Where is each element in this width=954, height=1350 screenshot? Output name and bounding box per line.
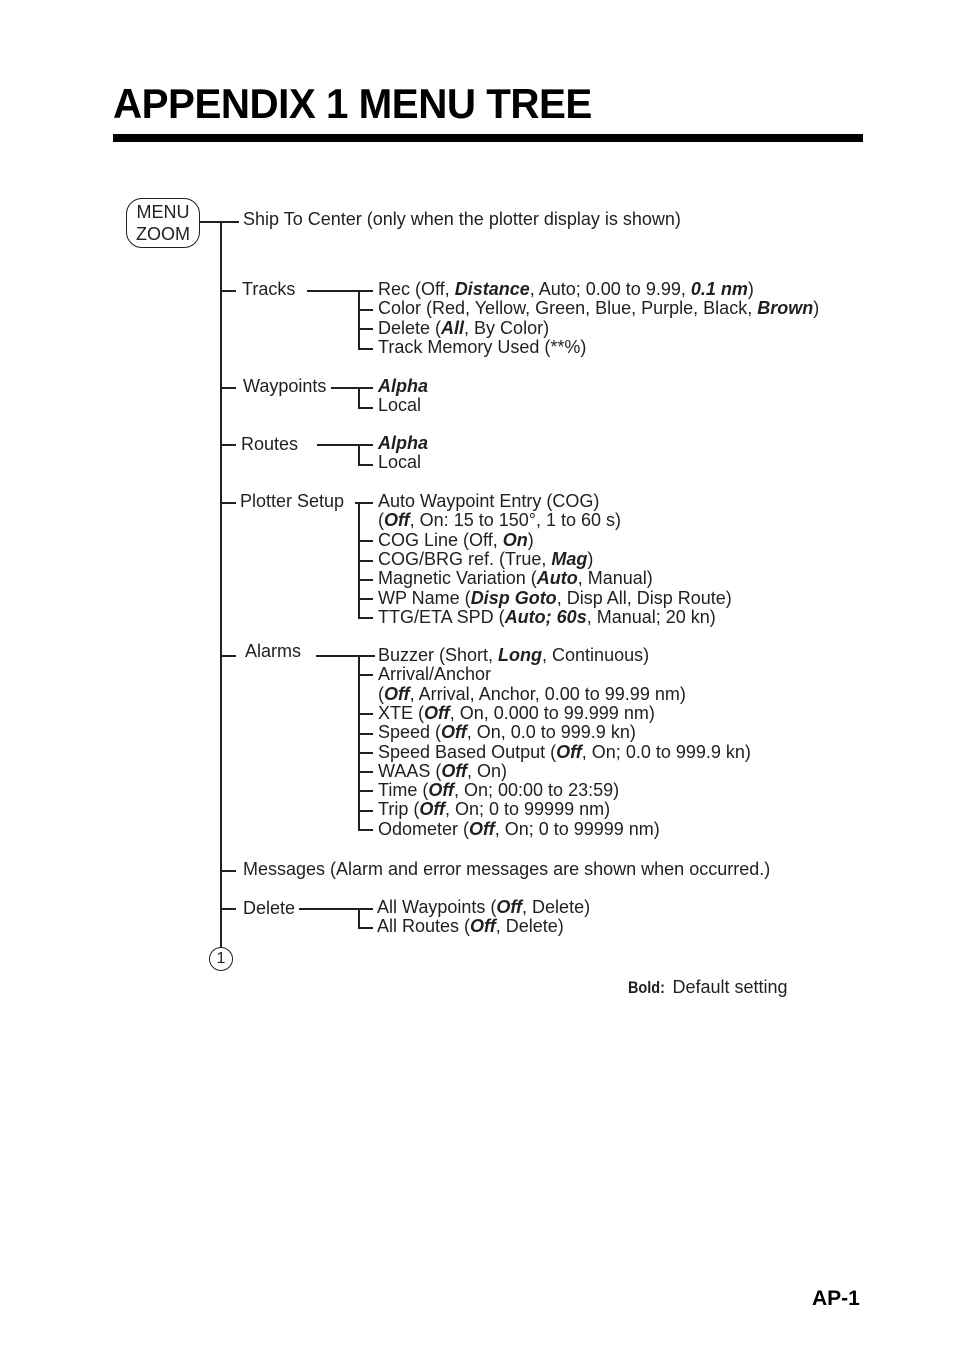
submenu-item: Rec (Off, Distance, Auto; 0.00 to 9.99, 0.1 nm) [378,279,754,299]
sub-branch-tick [358,444,373,446]
submenu-item: Trip (Off, On; 0 to 99999 nm) [378,799,611,820]
submenu-item: XTE (Off, On, 0.000 to 99.999 nm) [378,702,655,723]
submenu-item: Time (Off, On; 00:00 to 23:59) [378,780,620,801]
page-title: APPENDIX 1 MENU TREE [113,80,592,127]
submenu-item: Color (Red, Yellow, Green, Blue, Purple, Black, Brown) [378,298,820,319]
branch-tick [221,444,236,446]
sub-trunk-line [358,444,360,465]
submenu-item: COG/BRG ref. (True, Mag) [378,548,594,569]
main-trunk-line [220,221,222,947]
sub-branch-tick [358,560,373,562]
submenu-item: Odometer (Off, On; 0 to 99999 nm) [378,818,660,839]
sub-branch-tick [358,464,373,466]
submenu-item: WP Name (Disp Goto, Disp All, Disp Route) [378,587,732,608]
submenu-item: (Off, On: 15 to 150°, 1 to 60 s) [378,510,621,531]
submenu-item: TTG/ETA SPD (Auto; 60s, Manual; 20 kn) [378,606,716,627]
sub-branch-tick [358,309,373,311]
submenu-item: Track Memory Used (**%) [378,336,587,357]
submenu-item: Magnetic Variation (Auto, Manual) [378,568,653,589]
menu-item-tracks: Tracks [242,279,296,299]
branch-tick [221,908,236,910]
menu-item-delete: Delete [243,898,296,918]
branch-tick [221,655,236,657]
sub-branch-tick [358,674,373,676]
submenu-item: Speed (Off, On, 0.0 to 999.9 kn) [378,722,636,743]
sub-branch-tick [358,908,373,910]
branch-tick [221,387,236,389]
submenu-item: Local [378,452,422,473]
menu-item-routes: Routes [241,434,299,454]
menu-item-alarms: Alarms [245,641,302,661]
sub-branch-tick [358,733,373,735]
sub-branch-tick [358,927,373,929]
submenu-item: Delete (All, By Color) [378,317,550,338]
branch-tick [221,870,236,872]
sub-trunk-line [358,387,360,408]
submenu-item: Speed Based Output (Off, On; 0.0 to 999.9 kn) [378,741,751,762]
menu-zoom-key [126,198,200,248]
sub-branch-tick [358,617,373,619]
sub-branch-tick [358,348,373,350]
sub-branch-tick [358,810,373,812]
branch-tick [221,290,236,292]
submenu-item: Arrival/Anchor [378,664,492,685]
sub-branch-tick [358,790,373,792]
sub-branch-tick [358,290,373,292]
menu-item-ship-to-center: Ship To Center (only when the plotter display is shown) [243,209,681,229]
submenu-item: WAAS (Off, On) [378,760,508,781]
legend-text: Default setting [672,977,788,997]
menu-item-waypoints: Waypoints [243,376,327,396]
sub-branch-tick [358,771,373,773]
sub-branch-tick [358,579,373,581]
submenu-item: All Routes (Off, Delete) [377,916,564,937]
sub-branch-tick [358,829,373,831]
submenu-item: Alpha [378,433,429,453]
sub-trunk-line [358,908,360,928]
sub-branch-tick [358,502,373,504]
sub-branch-tick [358,655,373,657]
zoom-key-label: ZOOM [136,224,190,244]
page-number: AP-1 [812,1287,860,1310]
menu-item-plotter-setup: Plotter Setup [240,491,345,511]
sub-branch-tick [358,407,373,409]
sub-branch-tick [358,540,373,542]
submenu-item: Auto Waypoint Entry (COG) [378,491,600,511]
submenu-item: COG Line (Off, On) [378,529,534,550]
sub-branch-tick [358,598,373,600]
menu-item-messages: Messages (Alarm and error messages are shown when occurred.) [243,859,771,879]
branch-tick [221,502,236,504]
submenu-item: Local [378,395,422,416]
legend [628,977,788,998]
sub-branch-tick [358,713,373,715]
sub-branch-tick [358,752,373,754]
submenu-item: (Off, Arrival, Anchor, 0.00 to 99.99 nm) [378,683,686,704]
sub-trunk-line [358,655,360,829]
submenu-item: Alpha [378,376,429,396]
menu-key-label: MENU [136,202,190,222]
sub-branch-tick [358,328,373,330]
submenu-item: Buzzer (Short, Long, Continuous) [378,645,650,665]
continuation-connector-1: 1 [209,947,233,971]
submenu-item: All Waypoints (Off, Delete) [377,897,591,917]
title-rule [113,134,863,142]
legend-bold-label: Bold: [628,978,665,997]
sub-branch-tick [358,387,373,389]
sub-trunk-line [358,290,360,349]
